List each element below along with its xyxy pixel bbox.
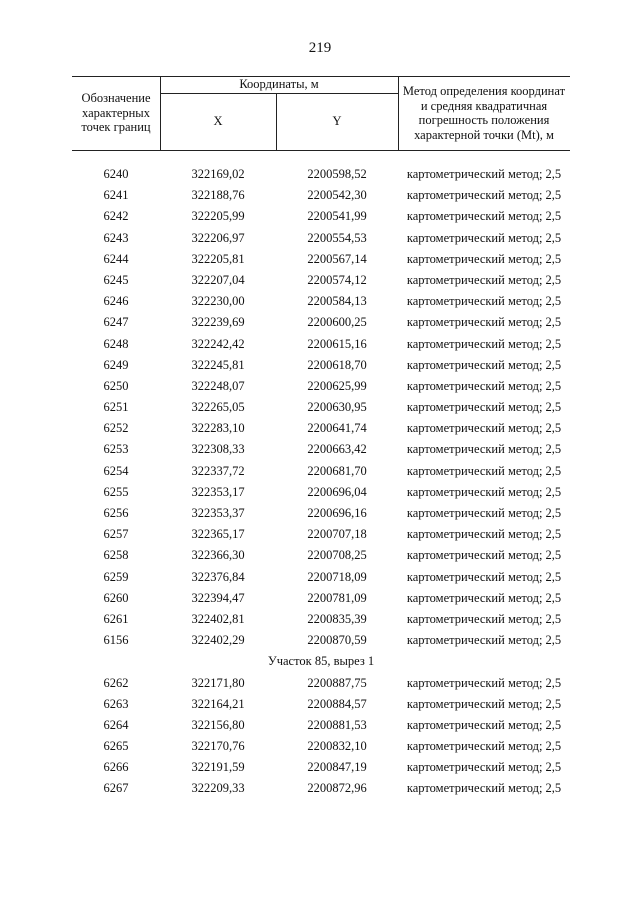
x-coord-cell: 322205,99 (191, 209, 245, 224)
point-id-cell: 6245 (103, 272, 129, 287)
point-id-cell: 6253 (103, 442, 129, 457)
point-id-cell: 6262 (103, 675, 129, 690)
method-cell: картометрический метод; 2,5 (406, 675, 562, 690)
header-divider (398, 76, 399, 150)
point-id-cell: 6241 (103, 188, 129, 203)
x-coord-cell: 322265,05 (191, 400, 245, 415)
method-cell: картометрический метод; 2,5 (406, 696, 562, 711)
method-cell: картометрический метод; 2,5 (406, 230, 562, 245)
table-row (72, 164, 570, 185)
method-cell: картометрический метод; 2,5 (406, 209, 562, 224)
table-row (72, 376, 570, 397)
header-y-col: Y (332, 114, 342, 129)
point-id-cell: 6256 (103, 506, 129, 520)
section-label (72, 651, 570, 672)
method-cell: картометрический метод; 2,5 (406, 315, 562, 330)
x-coord-cell: 322188,76 (191, 188, 245, 203)
table-row (72, 545, 570, 566)
y-coord-cell: 2200584,13 (307, 294, 367, 309)
y-coord-cell: 2200574,12 (307, 272, 367, 287)
x-coord-cell: 322239,69 (191, 315, 245, 330)
point-id-cell: 6267 (103, 781, 129, 796)
x-coord-cell: 322353,17 (191, 484, 245, 499)
method-cell: картометрический метод; 2,5 (406, 400, 562, 415)
table-row (72, 609, 570, 630)
y-coord-cell: 2200696,16 (307, 506, 367, 520)
method-cell: картометрический метод; 2,5 (406, 378, 562, 393)
point-id-cell: 6260 (103, 590, 129, 605)
method-cell: картометрический метод; 2,5 (406, 251, 562, 266)
table-row (72, 673, 570, 694)
y-coord-cell: 2200618,70 (307, 357, 367, 372)
table-row (72, 778, 570, 799)
x-coord-cell: 322191,59 (191, 760, 245, 775)
method-cell: картометрический метод; 2,5 (406, 717, 562, 732)
x-coord-cell: 322353,37 (191, 506, 245, 520)
point-id-cell: 6255 (103, 484, 129, 499)
y-coord-cell: 2200600,25 (307, 315, 367, 330)
table-row (72, 206, 570, 227)
header-method-col: Метод определения координат и средняя квадратичная погрешность положения характерной точки (Mt), м (402, 84, 566, 142)
method-cell: картометрический метод; 2,5 (406, 463, 562, 478)
point-id-cell: 6249 (103, 357, 129, 372)
table-row (72, 757, 570, 778)
header-coords-col: Координаты, м (239, 77, 319, 92)
method-cell: картометрический метод; 2,5 (406, 633, 562, 648)
point-id-cell: 6156 (103, 633, 129, 648)
table-row (72, 355, 570, 376)
method-cell: картометрический метод; 2,5 (406, 294, 562, 309)
method-cell: картометрический метод; 2,5 (406, 527, 562, 542)
point-id-cell: 6266 (103, 760, 129, 775)
y-coord-cell: 2200696,04 (307, 484, 367, 499)
table-row (72, 588, 570, 609)
y-coord-cell: 2200718,09 (307, 569, 367, 584)
table-row (72, 461, 570, 482)
method-cell: картометрический метод; 2,5 (406, 357, 562, 372)
x-coord-cell: 322365,17 (191, 527, 245, 542)
table-row (72, 524, 570, 545)
x-coord-cell: 322156,80 (191, 717, 245, 732)
y-coord-cell: 2200781,09 (307, 590, 367, 605)
x-coord-cell: 322283,10 (191, 421, 245, 436)
point-id-cell: 6244 (103, 251, 129, 266)
x-coord-cell: 322209,33 (191, 781, 245, 796)
y-coord-cell: 2200832,10 (307, 739, 367, 754)
point-id-cell: 6254 (103, 463, 129, 478)
y-coord-cell: 2200641,74 (307, 421, 367, 436)
y-coord-cell: 2200663,42 (307, 442, 367, 457)
y-coord-cell: 2200554,53 (307, 230, 367, 245)
table-row (72, 630, 570, 651)
table-row (72, 291, 570, 312)
x-coord-cell: 322248,07 (191, 378, 245, 393)
x-coord-cell: 322245,81 (191, 357, 245, 372)
method-cell: картометрический метод; 2,5 (406, 611, 562, 626)
table-header (72, 76, 570, 150)
y-coord-cell: 2200884,57 (307, 696, 367, 711)
point-id-cell: 6265 (103, 739, 129, 754)
table-row (72, 228, 570, 249)
x-coord-cell: 322170,76 (191, 739, 245, 754)
point-id-cell: 6240 (103, 167, 129, 181)
x-coord-cell: 322366,30 (191, 548, 245, 563)
point-id-cell: 6251 (103, 400, 129, 415)
table-row (72, 185, 570, 206)
method-cell: картометрический метод; 2,5 (406, 188, 562, 203)
y-coord-cell: 2200835,39 (307, 611, 367, 626)
method-cell: картометрический метод; 2,5 (406, 167, 562, 181)
table-row (72, 567, 570, 588)
table-row (72, 736, 570, 757)
method-cell: картометрический метод; 2,5 (406, 569, 562, 584)
method-cell: картометрический метод; 2,5 (406, 336, 562, 351)
method-cell: картометрический метод; 2,5 (406, 442, 562, 457)
point-id-cell: 6264 (103, 717, 129, 732)
method-cell: картометрический метод; 2,5 (406, 421, 562, 436)
x-coord-cell: 322230,00 (191, 294, 245, 309)
point-id-cell: 6247 (103, 315, 129, 330)
table-row (72, 694, 570, 715)
method-cell: картометрический метод; 2,5 (406, 272, 562, 287)
x-coord-cell: 322205,81 (191, 251, 245, 266)
x-coord-cell: 322164,21 (191, 696, 245, 711)
y-coord-cell: 2200872,96 (307, 781, 367, 796)
x-coord-cell: 322402,81 (191, 611, 245, 626)
y-coord-cell: 2200541,99 (307, 209, 367, 224)
table-row (72, 334, 570, 355)
table-row (72, 715, 570, 736)
point-id-cell: 6259 (103, 569, 129, 584)
x-coord-cell: 322171,80 (191, 675, 245, 690)
header-x-col: X (213, 114, 223, 129)
table-body (72, 164, 570, 800)
y-coord-cell: 2200630,95 (307, 400, 367, 415)
page-number: 219 (308, 40, 332, 56)
x-coord-cell: 322207,04 (191, 272, 245, 287)
method-cell: картометрический метод; 2,5 (406, 781, 562, 796)
y-coord-cell: 2200567,14 (307, 251, 367, 266)
point-id-cell: 6258 (103, 548, 129, 563)
table-row (72, 312, 570, 333)
x-coord-cell: 322394,47 (191, 590, 245, 605)
point-id-cell: 6243 (103, 230, 129, 245)
table-row (72, 270, 570, 291)
y-coord-cell: 2200847,19 (307, 760, 367, 775)
point-id-cell: 6250 (103, 378, 129, 393)
y-coord-cell: 2200887,75 (307, 675, 367, 690)
table-row (72, 503, 570, 524)
method-cell: картометрический метод; 2,5 (406, 760, 562, 775)
point-id-cell: 6261 (103, 611, 129, 626)
table-row (72, 482, 570, 503)
y-coord-cell: 2200870,59 (307, 633, 367, 648)
point-id-cell: 6257 (103, 527, 129, 542)
y-coord-cell: 2200881,53 (307, 717, 367, 732)
point-id-cell: 6242 (103, 209, 129, 224)
point-id-cell: 6248 (103, 336, 129, 351)
section-label-text: Участок 85, вырез 1 (267, 654, 375, 669)
header-point-col: Обозначение характерных точек границ (81, 91, 151, 135)
x-coord-cell: 322169,02 (191, 167, 245, 181)
x-coord-cell: 322206,97 (191, 230, 245, 245)
x-coord-cell: 322337,72 (191, 463, 245, 478)
table-row (72, 397, 570, 418)
point-id-cell: 6263 (103, 696, 129, 711)
method-cell: картометрический метод; 2,5 (406, 739, 562, 754)
x-coord-cell: 322402,29 (191, 633, 245, 648)
table-row (72, 249, 570, 270)
y-coord-cell: 2200598,52 (307, 167, 367, 181)
method-cell: картометрический метод; 2,5 (406, 590, 562, 605)
y-coord-cell: 2200615,16 (307, 336, 367, 351)
y-coord-cell: 2200708,25 (307, 548, 367, 563)
y-coord-cell: 2200542,30 (307, 188, 367, 203)
method-cell: картометрический метод; 2,5 (406, 506, 562, 520)
header-bottom-rule (72, 150, 570, 151)
method-cell: картометрический метод; 2,5 (406, 548, 562, 563)
point-id-cell: 6246 (103, 294, 129, 309)
y-coord-cell: 2200681,70 (307, 463, 367, 478)
x-coord-cell: 322242,42 (191, 336, 245, 351)
x-coord-cell: 322308,33 (191, 442, 245, 457)
point-id-cell: 6252 (103, 421, 129, 436)
x-coord-cell: 322376,84 (191, 569, 245, 584)
table-row (72, 439, 570, 460)
y-coord-cell: 2200625,99 (307, 378, 367, 393)
method-cell: картометрический метод; 2,5 (406, 484, 562, 499)
y-coord-cell: 2200707,18 (307, 527, 367, 542)
table-row (72, 418, 570, 439)
